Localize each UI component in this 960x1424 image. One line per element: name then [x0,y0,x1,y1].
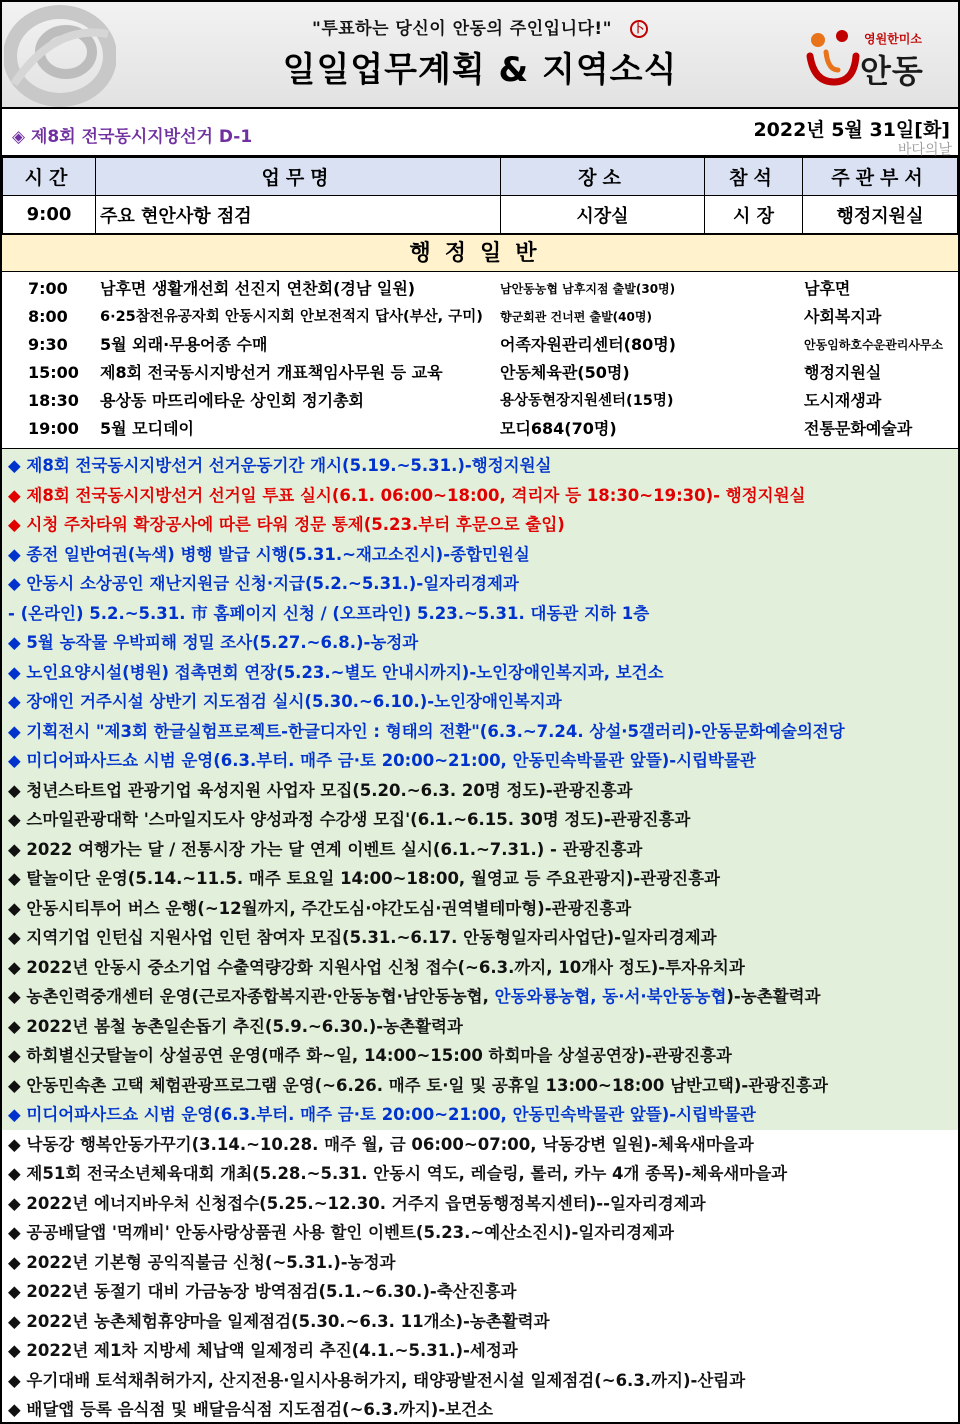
notice-text: ◆ 5월 농작물 우박피해 정밀 조사(5.27.~6.8.)-농정과 [8,633,419,652]
admin-section-heading: 행정일반 [2,234,958,272]
admin-name: 6·25참전유공자회 안동시지회 안보전적지 답사(부산, 구미) [100,309,483,325]
header-time: 시간 [3,158,96,196]
notice-text-highlight: 안동와룡농협, 동·서·북안동농협 [494,987,727,1006]
admin-row [2,387,958,415]
notice-text: ◆ 농촌인력중개센터 운영(근로자종합복지관·안동농협·남안동농협, [8,987,495,1006]
notice-text: ◆ 탈놀이단 운영(5.14.~11.5. 매주 토요일 14:00~18:00, 월영교 등 주요관광지)-관광진흥과 [8,869,720,888]
admin-time: 7:00 [28,279,68,298]
notice-text: ◆ 제8회 전국동시지방선거 선거운동기간 개시(5.19.~5.31.)-행정지원실 [8,456,552,475]
notice-text: ◆ 시청 주차타워 확장공사에 따른 타워 정문 통제(5.23.부터 후문으로 출입) [8,515,565,534]
admin-dept: 사회복지과 [804,307,882,326]
header-task: 업무명 [96,158,501,196]
notice-item [2,658,958,688]
admin-name: 5월 외래·무용어종 수매 [100,335,268,354]
notice-text: ◆ 2022년 농촌체험휴양마을 일제점검(5.30.~6.3. 11개소)-농촌활력과 [8,1311,550,1331]
notice-text: ◆ 2022년 기본형 공익직불금 신청(~5.31.)-농정과 [8,1252,396,1272]
document-date: 2022년 5월 31일[화] [753,119,950,141]
notice-text: ◆ 배달앱 등록 음식점 및 배달음식점 지도점검(~6.3.까지)-보건소 [8,1400,494,1419]
vote-stamp-icon: 卜 [630,20,648,38]
andong-smile-logo-icon [804,26,860,90]
header [2,2,958,109]
schedule-place: 시장실 [501,196,705,234]
schedule-row [3,196,958,234]
notice-text: ◆ 제51회 전국소년체육대회 개최(5.28.~5.31. 안동시 역도, 레슬링, 롤러, 카누 4개 종목)-체육새마을과 [8,1164,788,1183]
admin-dept: 도시재생과 [804,391,882,410]
notice-text: ◆ 미디어파사드쇼 시범 운영(6.3.부터. 매주 금·토 20:00~21:00, 안동민속박물관 앞뜰)-시립박물관 [8,1105,756,1124]
info-bar [2,109,958,157]
notice-list [2,1130,958,1424]
notice-item [2,1366,958,1396]
notice-text: ◆ 스마일관광대학 '스마일지도사 양성과정 수강생 모집'(6.1.~6.15. 30명 정도)-관광진흥과 [8,810,691,829]
notice-item [2,1248,958,1278]
notice-text: ◆ 공공배달앱 '먹깨비' 안동사랑상품권 사용 할인 이벤트(5.23.~예산소진시)-일자리경제과 [8,1223,674,1242]
notice-item [2,481,958,511]
notice-text: ◆ 2022년 동절기 대비 가금농장 방역점검(5.1.~6.30.)-축산진흥과 [8,1282,517,1301]
page-title: 일일업무계획 & 지역소식 [282,50,678,90]
notice-text: ◆ 안동시티투어 버스 운행(~12월까지, 주간도심·야간도심·권역별테마형)-관광진흥과 [8,898,632,918]
notice-item [2,894,958,924]
schedule-time: 9:00 [3,196,96,234]
notice-text: ◆ 장애인 거주시설 상반기 지도점검 실시(5.30.~6.10.)-노인장애인복지과 [8,692,562,711]
notice-list-highlighted [2,448,958,1130]
admin-schedule-list [2,272,958,448]
notice-item [2,1218,958,1248]
notice-text: ◆ 안동민속촌 고택 체험관광프로그램 운영(~6.26. 매주 토·일 및 공휴일 13:00~18:00 남반고택)-관광진흥과 [8,1075,828,1095]
notice-item [2,628,958,658]
admin-name: 제8회 전국동시지방선거 개표책임사무원 등 교육 [100,363,443,382]
notice-item [2,1159,958,1189]
notice-item [2,835,958,865]
notice-item [2,746,958,776]
notice-item [2,1100,958,1130]
notice-item [2,569,958,599]
admin-place: 안동체육관(50명) [500,363,630,382]
schedule-dept: 행정지원실 [803,196,958,234]
admin-place: 남안동농협 남후지점 출발(30명) [500,282,676,296]
schedule-attend: 시 장 [705,196,803,234]
notice-text: ◆ 2022년 제1차 지방세 체납액 일제정리 추진(4.1.~5.31.)-세정과 [8,1341,518,1360]
admin-time: 8:00 [28,307,68,326]
notice-item [2,599,958,629]
header-dept: 주관부서 [803,158,958,196]
admin-place: 모디684(70명) [500,419,617,438]
admin-name: 남후면 생활개선회 선진지 연찬회(경남 일원) [100,279,416,298]
day-label: 바다의날 [897,142,952,158]
notice-text: ◆ 2022년 봄철 농촌일손돕기 추진(5.9.~6.30.)-농촌활력과 [8,1016,463,1036]
notice-item [2,1071,958,1101]
election-dday: ◈ 제8회 전국동시지방선거 D-1 [12,127,253,147]
admin-name: 용상동 마뜨리에타운 상인회 정기총회 [100,391,365,410]
notice-text: ◆ 우기대배 토석채취허가지, 산지전용·일시사용허가지, 태양광발전시설 일제점검(~6.3.까지)-산림과 [8,1370,746,1390]
admin-dept: 남후면 [804,279,851,298]
notice-text: ◆ 제8회 전국동시지방선거 선거일 투표 실시(6.1. 06:00~18:00, 격리자 등 18:30~19:30)- 행정지원실 [8,485,806,505]
notice-item [2,1012,958,1042]
schedule-task: 주요 현안사항 점검 [96,196,501,234]
admin-time: 19:00 [28,419,79,438]
notice-text: ◆ 안동시 소상공인 재난지원금 신청·지급(5.2.~5.31.)-일자리경제과 [8,574,519,593]
notice-item [2,717,958,747]
admin-place: 향군회관 건너편 출발(40명) [500,310,652,324]
logo-slogan: 영원한미소 [864,32,922,46]
notice-item [2,864,958,894]
notice-item [2,1041,958,1071]
notice-item [2,451,958,481]
admin-row [2,331,958,359]
admin-row [2,359,958,387]
andong-logo [804,26,944,90]
notice-item [2,923,958,953]
notice-item [2,540,958,570]
admin-dept: 안동임하호수운관리사무소 [804,338,944,352]
notice-text: ◆ 2022년 안동시 중소기업 수출역량강화 지원사업 신청 접수(~6.3.까지, 10개사 정도)-투자유치과 [8,957,745,977]
admin-dept: 행정지원실 [804,363,882,382]
notice-text: ◆ 하회별신굿탈놀이 상설공연 운영(매주 화~일, 14:00~15:00 하회마을 상설공연장)-관광진흥과 [8,1046,732,1065]
notice-item [2,1189,958,1219]
notice-item [2,1130,958,1160]
notice-text-tail: )-농촌활력과 [726,987,821,1006]
notice-item [2,805,958,835]
notice-text: ◆ 종전 일반여권(녹색) 병행 발급 시행(5.31.~재고소진시)-종합민원실 [8,544,530,564]
notice-item [2,1336,958,1366]
admin-place: 용상동현장지원센터(15명) [500,393,674,409]
schedule-header-row [3,158,958,196]
notice-text: - (온라인) 5.2.~5.31. 市 홈페이지 신청 / (오프라인) 5.23.~5.31. 대동관 지하 1층 [8,603,650,623]
notice-text: ◆ 낙동강 행복안동가꾸기(3.14.~10.28. 매주 월, 금 06:00~07:00, 낙동강변 일원)-체육새마을과 [8,1134,754,1154]
header-place: 장소 [501,158,705,196]
notice-item [2,953,958,983]
admin-name: 5월 모디데이 [100,419,194,438]
notice-text: ◆ 기획전시 "제3회 한글실험프로젝트-한글디자인 : 형태의 전환"(6.3.~7.24. 상설·5갤러리)-안동문화예술의전당 [8,721,845,741]
notice-item [2,1395,958,1424]
notice-text: ◆ 지역기업 인턴십 지원사업 인턴 참여자 모집(5.31.~6.17. 안동형일자리사업단)-일자리경제과 [8,928,717,947]
admin-time: 9:30 [28,335,68,354]
logo-name: 안동 [860,52,924,90]
admin-time: 15:00 [28,363,79,382]
notice-item [2,1277,958,1307]
notice-item [2,1307,958,1337]
notice-text: ◆ 노인요양시설(병원) 접촉면회 연장(5.23.~별도 안내시까지)-노인장애인복지과, 보건소 [8,662,664,682]
admin-row [2,275,958,303]
notice-text: ◆ 청년스타트업 관광기업 육성지원 사업자 모집(5.20.~6.3. 20명 정도)-관광진흥과 [8,780,633,800]
notice-item [2,776,958,806]
notice-item [2,687,958,717]
admin-row [2,303,958,331]
admin-dept: 전통문화예술과 [804,419,913,438]
admin-place: 어족자원관리센터(80명) [500,335,676,354]
admin-row [2,415,958,443]
notice-item [2,510,958,540]
header-attend: 참석 [705,158,803,196]
notice-text: ◆ 미디어파사드쇼 시범 운영(6.3.부터. 매주 금·토 20:00~21:00, 안동민속박물관 앞뜰)-시립박물관 [8,751,756,770]
election-slogan: "투표하는 당신이 안동의 주인입니다!" 卜 [2,14,958,39]
notice-item [2,982,958,1012]
notice-text: ◆ 2022 여행가는 달 / 전통시장 가는 달 연계 이벤트 실시(6.1.~7.31.) - 관광진흥과 [8,839,643,859]
admin-time: 18:30 [28,391,79,410]
schedule-table [2,157,958,234]
notice-text: ◆ 2022년 에너지바우처 신청접수(5.25.~12.30. 거주지 읍면동행정복지센터)--일자리경제과 [8,1193,706,1213]
